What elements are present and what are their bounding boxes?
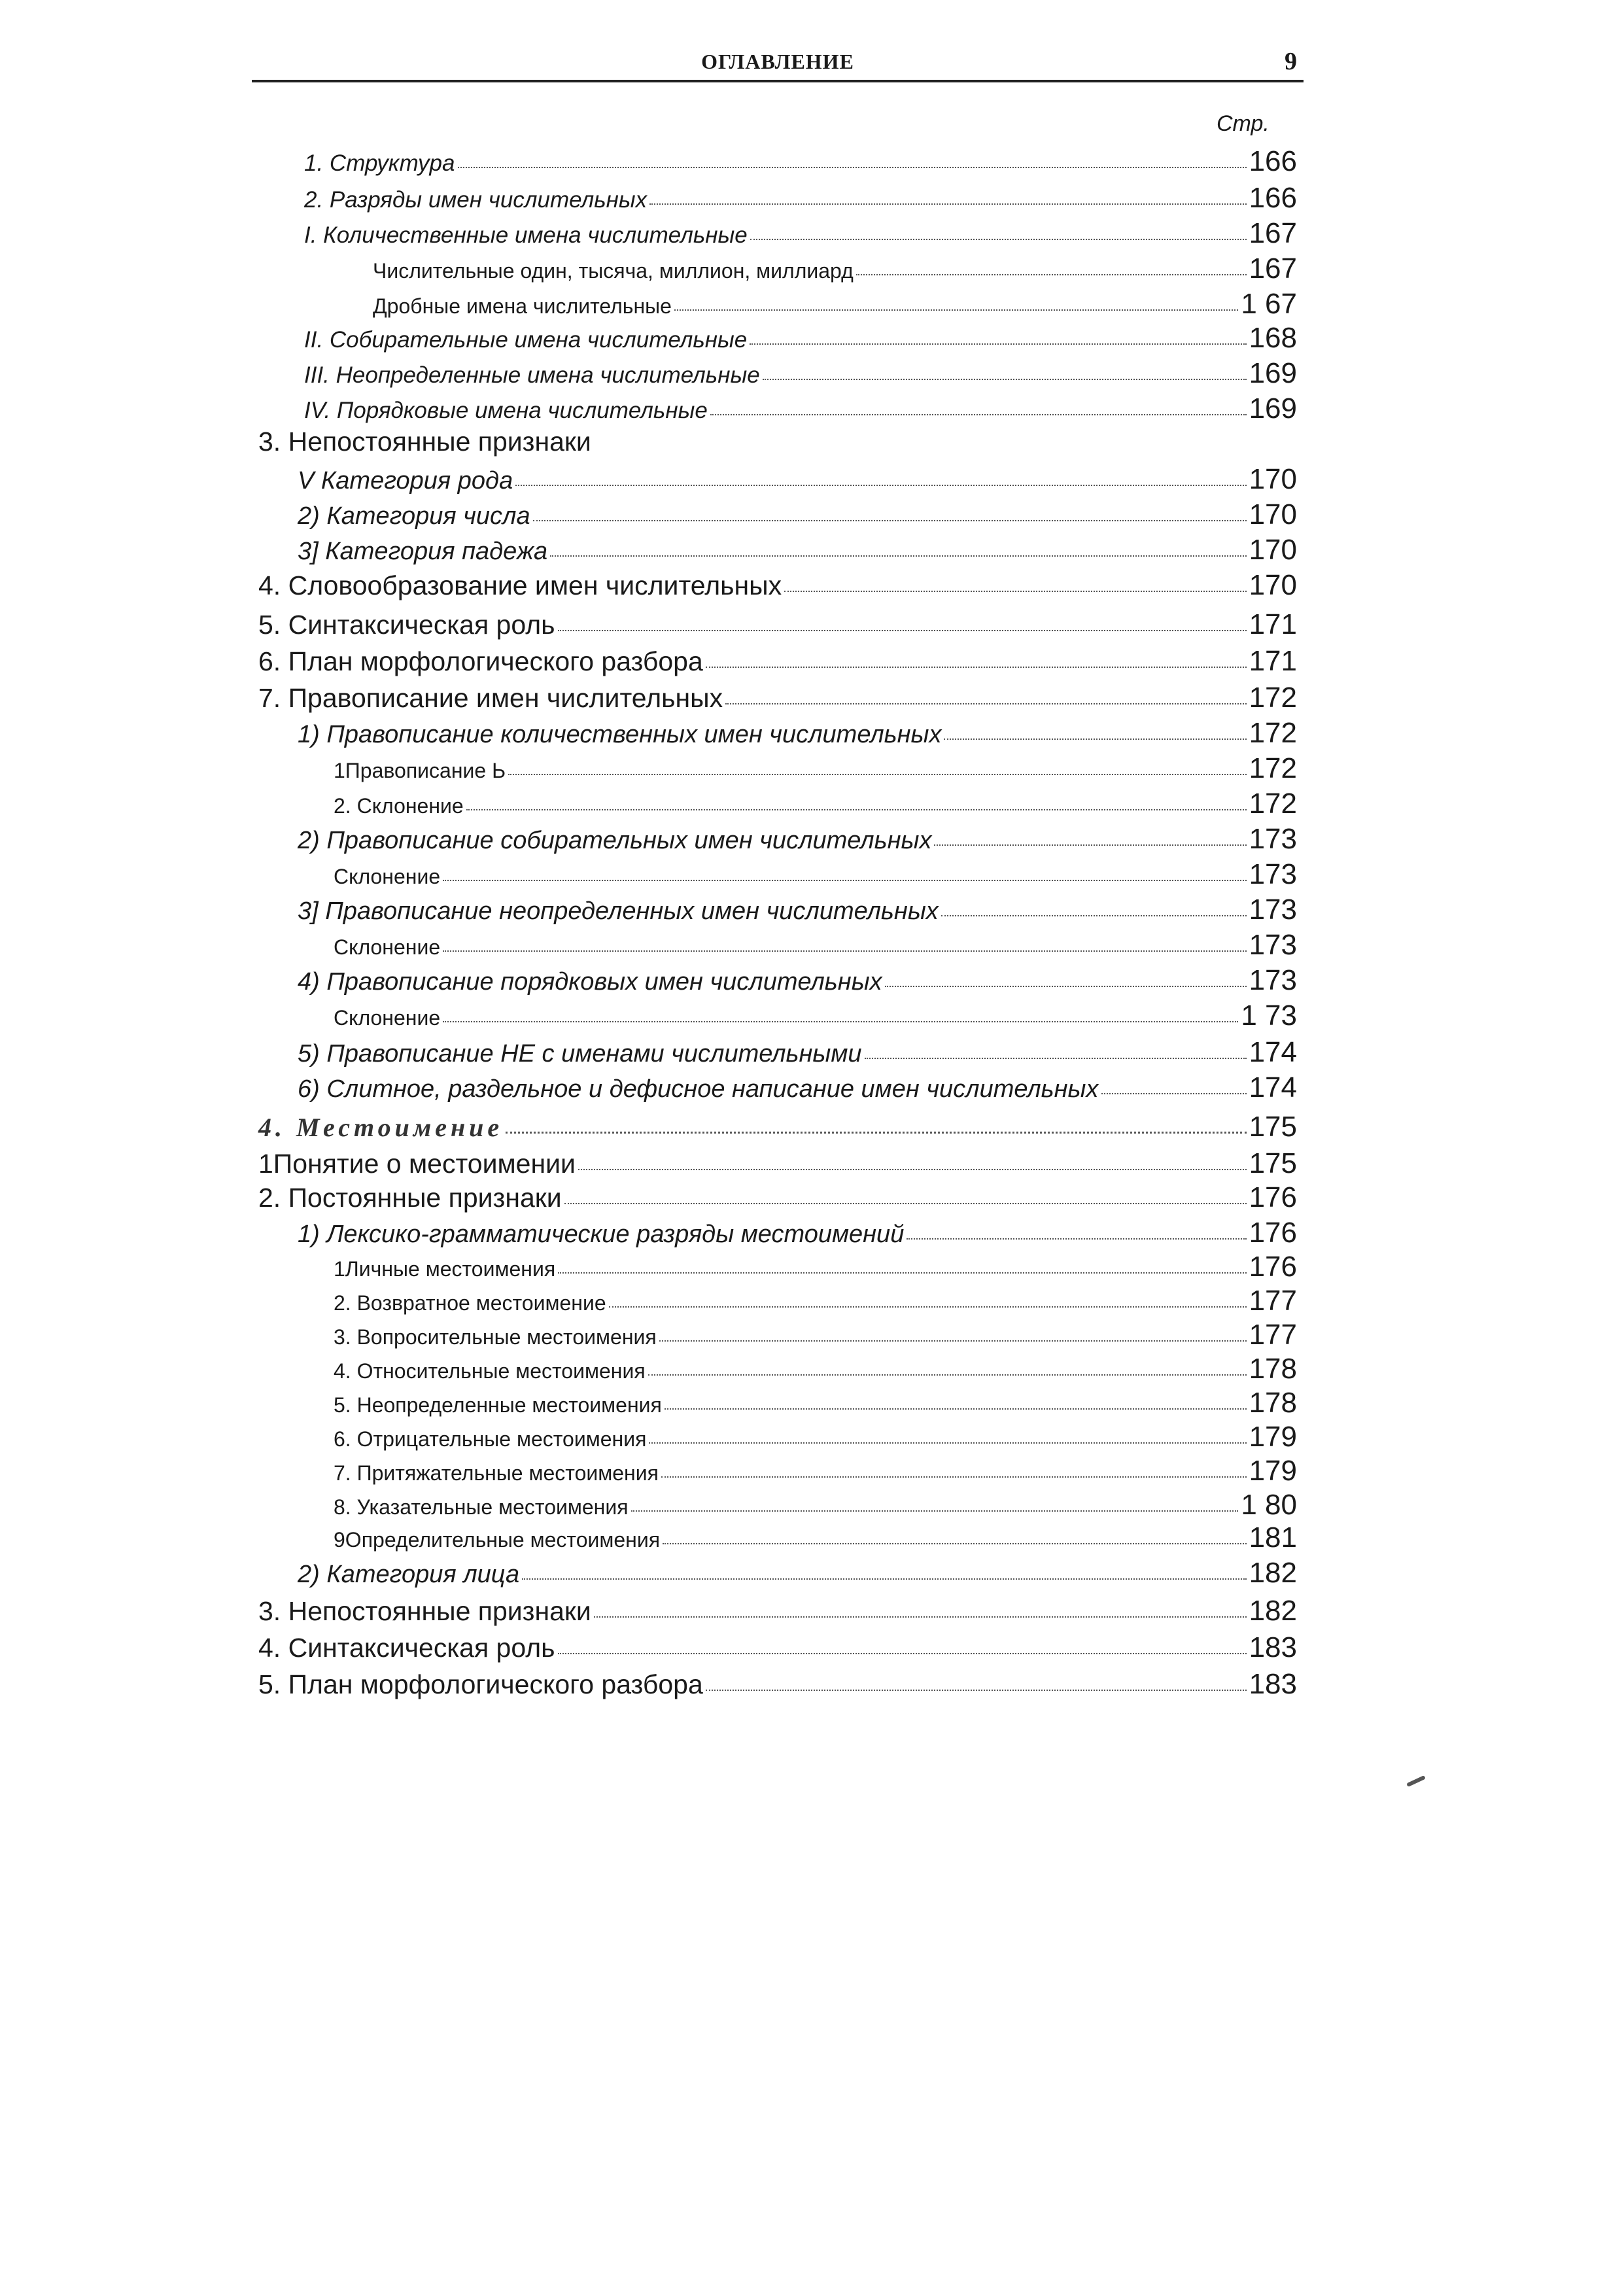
toc-entry-title: IV. Порядковые имена числительные: [304, 398, 708, 423]
toc-entry-title: 1Правописание Ь: [334, 759, 506, 782]
toc-entry: [334, 1285, 1297, 1317]
toc-entry-title: Числительные один, тысяча, миллион, миллиард: [373, 259, 854, 283]
toc-entry-page: 183: [1249, 1631, 1297, 1663]
toc-entry: [334, 1319, 1297, 1351]
toc-entry: [334, 1421, 1297, 1453]
dot-leader: [706, 1690, 1247, 1691]
page-number: 9: [1285, 48, 1297, 75]
toc-entry: [298, 717, 1297, 750]
toc-entry-title: 2. Склонение: [334, 794, 464, 818]
toc-entry-page: 173: [1249, 823, 1297, 855]
toc-entry-page: 179: [1249, 1421, 1297, 1453]
toc-entry: [334, 858, 1297, 891]
toc-entry-title: 4) Правописание порядковых имен числительных: [298, 968, 882, 996]
dot-leader: [784, 591, 1246, 592]
toc-entry: [334, 1489, 1297, 1521]
toc-entry: [298, 1036, 1297, 1069]
toc-entry-page: 177: [1249, 1319, 1297, 1351]
toc-entry: [304, 145, 1297, 178]
toc-entry: [304, 357, 1297, 390]
toc-entry-page: 182: [1249, 1595, 1297, 1627]
toc-entry-page: 182: [1249, 1557, 1297, 1589]
scan-mark: [1406, 1775, 1426, 1787]
toc-entry-title: 5. Синтаксическая роль: [258, 610, 555, 640]
dot-leader: [661, 1476, 1247, 1478]
toc-entry-title: 7. Правописание имен числительных: [258, 683, 723, 713]
toc-entry-title: 4. Синтаксическая роль: [258, 1633, 555, 1663]
toc-entry-title: 6. Отрицательные местоимения: [334, 1427, 647, 1451]
toc-entry-title: 5. Неопределенные местоимения: [334, 1393, 662, 1417]
toc-entry-page: 169: [1249, 392, 1297, 425]
dot-leader: [515, 485, 1246, 486]
toc-entry-page: 166: [1249, 145, 1297, 177]
toc-entry-title: 4. Словообразование имен числительных: [258, 570, 782, 600]
toc-entry: [334, 788, 1297, 820]
toc-entry: [298, 1071, 1297, 1104]
toc-entry-title: 4. Местоимение: [258, 1113, 504, 1142]
toc-entry: [258, 1181, 1297, 1214]
dot-leader: [558, 1272, 1246, 1274]
toc-entry-title: III. Неопределенные имена числительные: [304, 362, 760, 388]
toc-entry-title: 3. Вопросительные местоимения: [334, 1325, 657, 1349]
dot-leader: [508, 774, 1247, 775]
toc-entry-page: 170: [1249, 534, 1297, 566]
toc-entry-page: 172: [1249, 682, 1297, 714]
toc-entry-title: Склонение: [334, 865, 441, 888]
toc-entry-title: Склонение: [334, 935, 441, 959]
toc-entry-page: 171: [1249, 645, 1297, 677]
dot-leader: [550, 555, 1246, 557]
dot-leader: [907, 1238, 1246, 1240]
toc-entry: [334, 1521, 1297, 1554]
dot-leader: [674, 309, 1238, 311]
toc-entry: [304, 217, 1297, 250]
toc-entry-title: 2) Правописание собирательных имен числительных: [298, 827, 932, 854]
toc-entry-page: 176: [1249, 1181, 1297, 1213]
page-column-label: Стр.: [1217, 111, 1270, 136]
toc-entry-page: 175: [1249, 1111, 1297, 1143]
toc-entry-page: 1 67: [1241, 288, 1297, 320]
toc-entry-page: 183: [1249, 1668, 1297, 1700]
dot-leader: [934, 844, 1246, 846]
toc-entry-page: 167: [1249, 252, 1297, 285]
toc-entry-page: 181: [1249, 1521, 1297, 1554]
toc-entry-title: 1) Правописание количественных имен числительных: [298, 721, 942, 748]
toc-entry-title: 2) Категория лица: [298, 1561, 520, 1588]
dot-leader: [594, 1616, 1247, 1618]
toc-entry-title: 2) Категория числа: [298, 502, 530, 530]
toc-entry: [334, 1455, 1297, 1487]
dot-leader: [648, 1374, 1247, 1376]
toc-entry: [298, 463, 1297, 496]
toc-entry-page: 170: [1249, 463, 1297, 495]
toc-entry-title: 1Понятие о местоимении: [258, 1149, 576, 1179]
toc-entry-page: 174: [1249, 1036, 1297, 1068]
toc-entry: [258, 426, 1297, 457]
dot-leader: [466, 809, 1247, 810]
toc-entry: [373, 252, 1297, 285]
running-title: ОГЛАВЛЕНИЕ: [701, 50, 854, 73]
dot-leader: [856, 274, 1247, 275]
dot-leader: [649, 203, 1246, 205]
toc-entry: [258, 1595, 1297, 1627]
toc-entry-page: 171: [1249, 608, 1297, 640]
dot-leader: [944, 738, 1246, 740]
dot-leader: [443, 1021, 1238, 1022]
dot-leader: [885, 986, 1247, 987]
toc-entry: [298, 534, 1297, 566]
toc-entry-title: I. Количественные имена числительные: [304, 222, 748, 248]
dot-leader: [458, 167, 1247, 168]
toc-entry: [258, 1111, 1297, 1143]
toc-entry-title: 1. Структура: [304, 150, 455, 176]
toc-entry-title: 3. Непостоянные признаки: [258, 1596, 591, 1626]
toc-entry-page: 1 73: [1241, 999, 1297, 1032]
toc-entry-page: 170: [1249, 498, 1297, 530]
toc-entry-title: 3. Непостоянные признаки: [258, 426, 591, 457]
toc-entry-page: 166: [1249, 182, 1297, 214]
dot-leader: [558, 630, 1247, 631]
toc-entry-page: 172: [1249, 717, 1297, 749]
toc-entry: [334, 752, 1297, 785]
toc-entry-title: 6. План морфологического разбора: [258, 646, 703, 676]
toc-entry-page: 173: [1249, 858, 1297, 890]
toc-entry-title: Дробные имена числительные: [373, 294, 672, 318]
dot-leader: [533, 520, 1247, 521]
toc-entry-page: 178: [1249, 1353, 1297, 1385]
dot-leader: [750, 343, 1246, 345]
toc-entry: [304, 392, 1297, 425]
toc-entry: [334, 1251, 1297, 1283]
toc-entry-title: 2. Возвратное местоимение: [334, 1291, 606, 1315]
toc-entry: [334, 1387, 1297, 1419]
toc-entry-page: 172: [1249, 788, 1297, 820]
toc-entry: [298, 823, 1297, 856]
toc-entry-title: 2. Разряды имен числительных: [304, 187, 648, 213]
toc-entry: [258, 1668, 1297, 1701]
toc-entry-title: 5. План морфологического разбора: [258, 1669, 703, 1699]
toc-entry: [304, 182, 1297, 215]
toc-entry-title: V Категория рода: [298, 467, 513, 495]
toc-entry: [258, 569, 1297, 602]
toc-entry-page: 173: [1249, 964, 1297, 996]
toc-entry-page: 178: [1249, 1387, 1297, 1419]
toc-entry-title: 2. Постоянные признаки: [258, 1183, 562, 1213]
toc-entry-page: 1 80: [1241, 1489, 1297, 1521]
dot-leader: [443, 880, 1246, 881]
toc-entry-page: 174: [1249, 1071, 1297, 1103]
dot-leader: [578, 1169, 1247, 1170]
toc-entry-title: 9Определительные местоимения: [334, 1528, 661, 1552]
dot-leader: [665, 1408, 1247, 1410]
dot-leader: [706, 667, 1247, 668]
dot-leader: [609, 1306, 1247, 1308]
toc-entry-title: Склонение: [334, 1006, 441, 1030]
toc-entry-title: 8. Указательные местоимения: [334, 1495, 629, 1519]
toc-entry-page: 176: [1249, 1251, 1297, 1283]
dot-leader: [443, 950, 1246, 952]
toc-entry-page: 173: [1249, 929, 1297, 961]
toc-entry-title: 6) Слитное, раздельное и дефисное написание имен числительных: [298, 1075, 1099, 1103]
dot-leader: [750, 239, 1247, 240]
toc-entry-page: 173: [1249, 894, 1297, 926]
toc-entry-page: 170: [1249, 569, 1297, 601]
running-header: [252, 47, 1304, 82]
toc-entry-title: II. Собирательные имена числительные: [304, 327, 748, 353]
toc-entry: [334, 1353, 1297, 1385]
toc-entry-page: 172: [1249, 752, 1297, 784]
toc-entry: [334, 999, 1297, 1032]
dot-leader: [564, 1203, 1247, 1204]
dot-leader: [631, 1510, 1239, 1512]
toc-entry-page: 177: [1249, 1285, 1297, 1317]
toc-entry-title: 3] Правописание неопределенных имен числительных: [298, 897, 939, 925]
dot-leader: [710, 414, 1247, 415]
dot-leader: [663, 1543, 1247, 1544]
toc-entry-title: 4. Относительные местоимения: [334, 1359, 646, 1383]
toc-entry-page: 179: [1249, 1455, 1297, 1487]
toc-entry: [304, 322, 1297, 355]
toc-entry: [373, 288, 1297, 321]
dot-leader: [725, 703, 1246, 704]
toc-entry: [258, 608, 1297, 641]
toc-entry: [334, 929, 1297, 962]
toc-entry: [298, 1217, 1297, 1249]
toc-entry-title: 7. Притяжательные местоимения: [334, 1461, 659, 1485]
dot-leader: [763, 379, 1247, 380]
toc-entry-page: 168: [1249, 322, 1297, 354]
toc-entry: [298, 964, 1297, 997]
dot-leader: [941, 915, 1247, 916]
toc-entry: [258, 682, 1297, 714]
toc-entry: [258, 1147, 1297, 1180]
toc-entry-page: 175: [1249, 1147, 1297, 1179]
toc-entry-title: 5) Правописание НЕ с именами числительными: [298, 1040, 862, 1068]
toc-entry: [298, 498, 1297, 531]
dot-leader: [506, 1132, 1246, 1134]
toc-entry-title: 1Личные местоимения: [334, 1257, 556, 1281]
toc-entry-page: 169: [1249, 357, 1297, 389]
toc-entry: [298, 894, 1297, 926]
toc-entry-page: 176: [1249, 1217, 1297, 1249]
dot-leader: [522, 1578, 1246, 1580]
dot-leader: [649, 1442, 1246, 1444]
toc-entry: [298, 1557, 1297, 1589]
dot-leader: [865, 1058, 1247, 1059]
dot-leader: [1101, 1093, 1247, 1094]
toc-entry: [258, 645, 1297, 678]
toc-entry-title: 1) Лексико-грамматические разряды местоимений: [298, 1221, 905, 1248]
dot-leader: [659, 1340, 1247, 1342]
toc-entry-page: 167: [1249, 217, 1297, 249]
toc-entry-title: 3] Категория падежа: [298, 538, 548, 565]
toc-entry: [258, 1631, 1297, 1664]
dot-leader: [558, 1653, 1247, 1654]
